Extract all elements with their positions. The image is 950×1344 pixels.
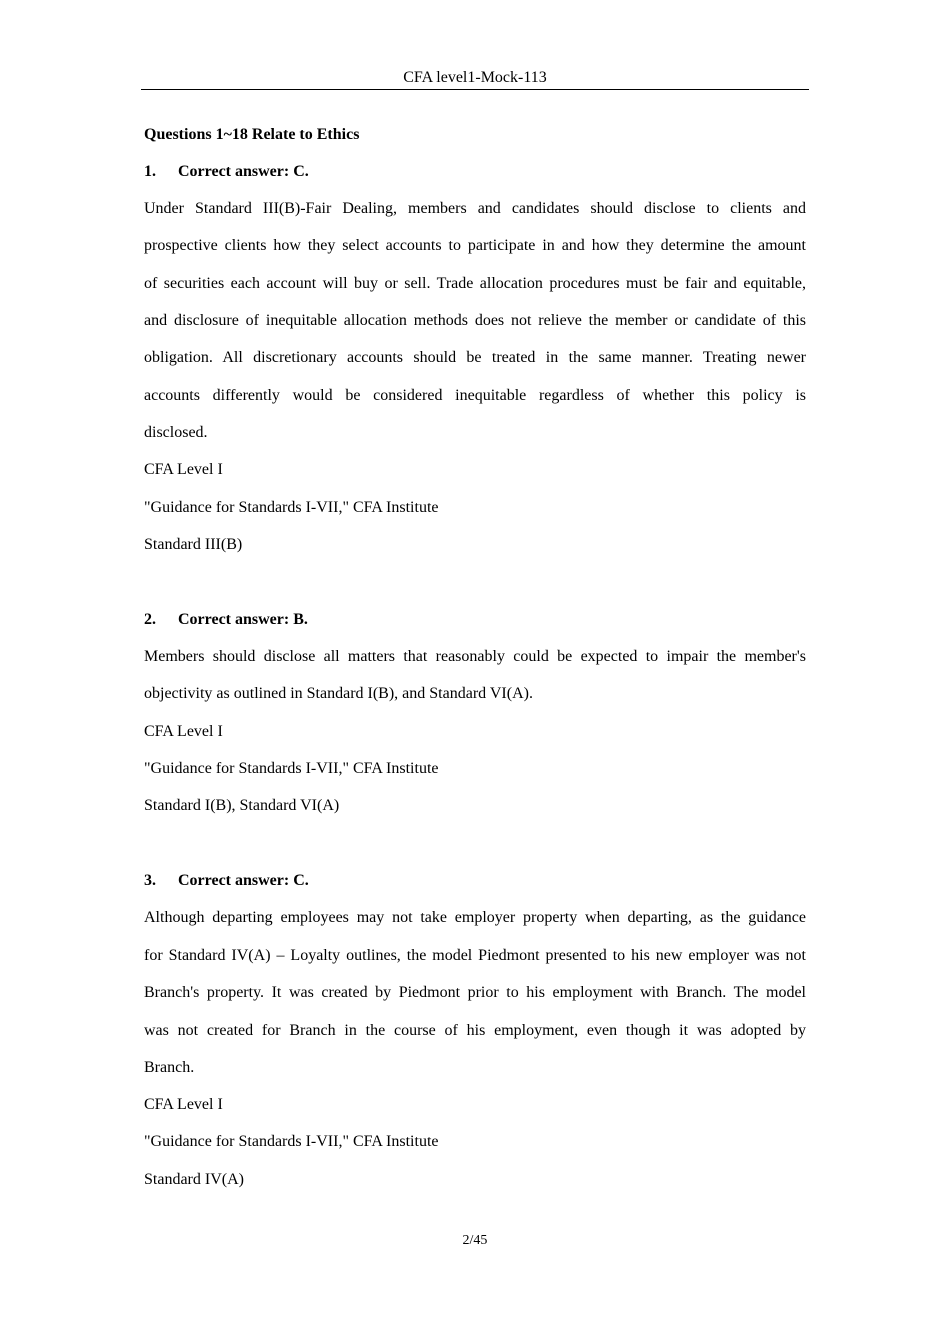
reference-label: "Guidance for Standards I-VII," CFA Institute: [144, 760, 439, 777]
correct-answer: Correct answer: C.: [178, 872, 309, 889]
level-label: CFA Level I: [144, 461, 223, 478]
correct-answer: Correct answer: C.: [178, 163, 309, 180]
question-1-heading: [144, 161, 806, 183]
explanation-line: of securities each account will buy or sell. Trade allocation procedures must be fair and equitable,: [144, 275, 806, 292]
correct-answer: Correct answer: B.: [178, 611, 308, 628]
explanation-line: was not created for Branch in the course of his employment, even though it was adopted by: [144, 1022, 806, 1039]
explanation-line: disclosed.: [144, 424, 208, 441]
level-label: CFA Level I: [144, 1096, 223, 1113]
explanation-line: Branch.: [144, 1059, 195, 1076]
page-header: CFA level1-Mock-113: [141, 68, 809, 90]
explanation-line: accounts differently would be considered inequitable regardless of whether this policy is: [144, 387, 806, 404]
page-number: 2/45: [462, 1233, 488, 1248]
standard-label: Standard III(B): [144, 536, 243, 553]
explanation-line: prospective clients how they select accounts to participate in and how they determine the amount: [144, 237, 806, 254]
section-title: Questions 1~18 Relate to Ethics: [144, 126, 360, 143]
question-number: 3.: [144, 872, 156, 889]
explanation-line: Under Standard III(B)-Fair Dealing, members and candidates should disclose to clients and: [144, 200, 806, 217]
explanation-line: Members should disclose all matters that reasonably could be expected to impair the member's: [144, 648, 806, 665]
standard-label: Standard IV(A): [144, 1171, 244, 1188]
explanation-line: Branch's property. It was created by Piedmont prior to his employment with Branch. The model: [144, 984, 806, 1001]
reference-label: "Guidance for Standards I-VII," CFA Institute: [144, 499, 439, 516]
explanation-line: objectivity as outlined in Standard I(B), and Standard VI(A).: [144, 685, 533, 702]
question-number: 2.: [144, 611, 156, 628]
explanation-line: Although departing employees may not take employer property when departing, as the guidance: [144, 909, 806, 926]
reference-label: "Guidance for Standards I-VII," CFA Institute: [144, 1133, 439, 1150]
question-number: 1.: [144, 163, 156, 180]
question-3-heading: [144, 870, 806, 892]
explanation-line: obligation. All discretionary accounts should be treated in the same manner. Treating newer: [144, 349, 806, 366]
level-label: CFA Level I: [144, 723, 223, 740]
standard-label: Standard I(B), Standard VI(A): [144, 797, 340, 814]
explanation-line: and disclosure of inequitable allocation methods does not relieve the member or candidate of this: [144, 312, 806, 329]
explanation-line: for Standard IV(A) – Loyalty outlines, the model Piedmont presented to his new employer was not: [144, 947, 806, 964]
question-2-heading: [144, 609, 806, 631]
